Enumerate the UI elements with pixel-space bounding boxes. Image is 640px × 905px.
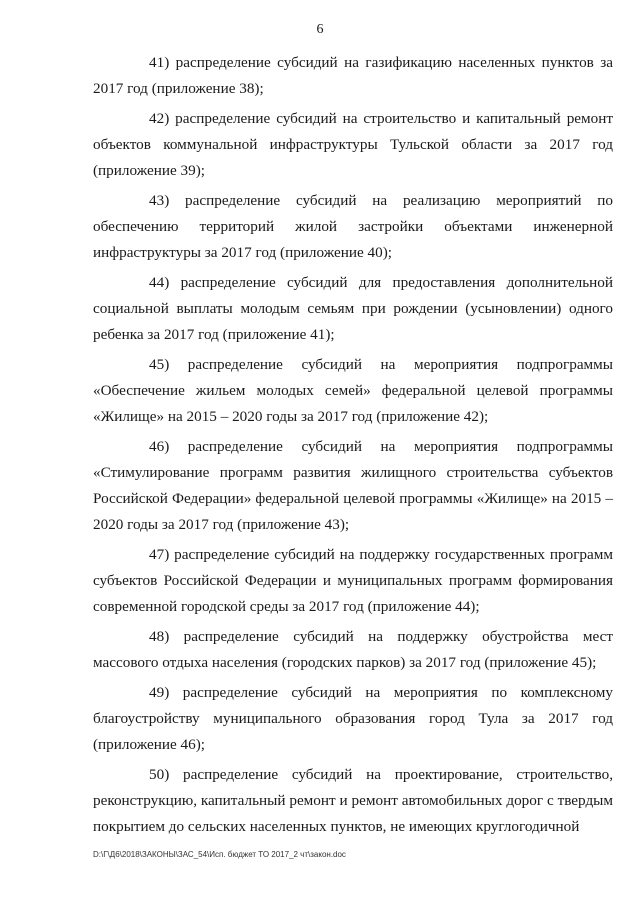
- page-number: 6: [316, 22, 324, 37]
- file-path-footer: D:\Г\Д6\2018\ЗАКОНЫ\ЗАС_54\Исп. бюджет ТО 2017_2 чт\закон.doc: [93, 850, 346, 859]
- list-item-49: 49) распределение субсидий на мероприятия по комплексному благоустройству муниципального образования город Тула за 2017 год (приложение 46);: [93, 684, 613, 753]
- list-item-42: 42) распределение субсидий на строительство и капитальный ремонт объектов коммунальной инфраструктуры Тульской области за 2017 год (приложение 39);: [93, 110, 613, 179]
- list-item-41: 41) распределение субсидий на газификацию населенных пунктов за 2017 год (приложение 38);: [93, 54, 613, 97]
- list-item-45: 45) распределение субсидий на мероприятия подпрограммы «Обеспечение жильем молодых семей» федеральной целевой программы «Жилище» на 2015 – 2020 годы за 2017 год (приложение 42);: [93, 356, 613, 425]
- list-item-44: 44) распределение субсидий для предоставления дополнительной социальной выплаты молодым семьям при рождении (усыновлении) одного ребенка за 2017 год (приложение 41);: [93, 274, 613, 343]
- document-body: [93, 50, 613, 844]
- list-item-47: 47) распределение субсидий на поддержку государственных программ субъектов Российской Федерации и муниципальных программ формирования современной городской среды за 2017 год (приложение 44);: [93, 546, 613, 615]
- list-item-43: 43) распределение субсидий на реализацию мероприятий по обеспечению территорий жилой застройки объектами инженерной инфраструктуры за 2017 год (приложение 40);: [93, 192, 613, 261]
- list-item-48: 48) распределение субсидий на поддержку обустройства мест массового отдыха населения (городских парков) за 2017 год (приложение 45);: [93, 628, 613, 671]
- list-item-46: 46) распределение субсидий на мероприятия подпрограммы «Стимулирование программ развития жилищного строительства субъектов Российской Федерации» федеральной целевой программы «Жилище» на 2015 – 2020 годы за 2017 год (приложение 43);: [93, 438, 613, 533]
- list-item-50: 50) распределение субсидий на проектирование, строительство, реконструкцию, капитальный ремонт и ремонт автомобильных дорог с твердым покрытием до сельских населенных пунктов, не имеющих круглогодичной: [93, 766, 613, 835]
